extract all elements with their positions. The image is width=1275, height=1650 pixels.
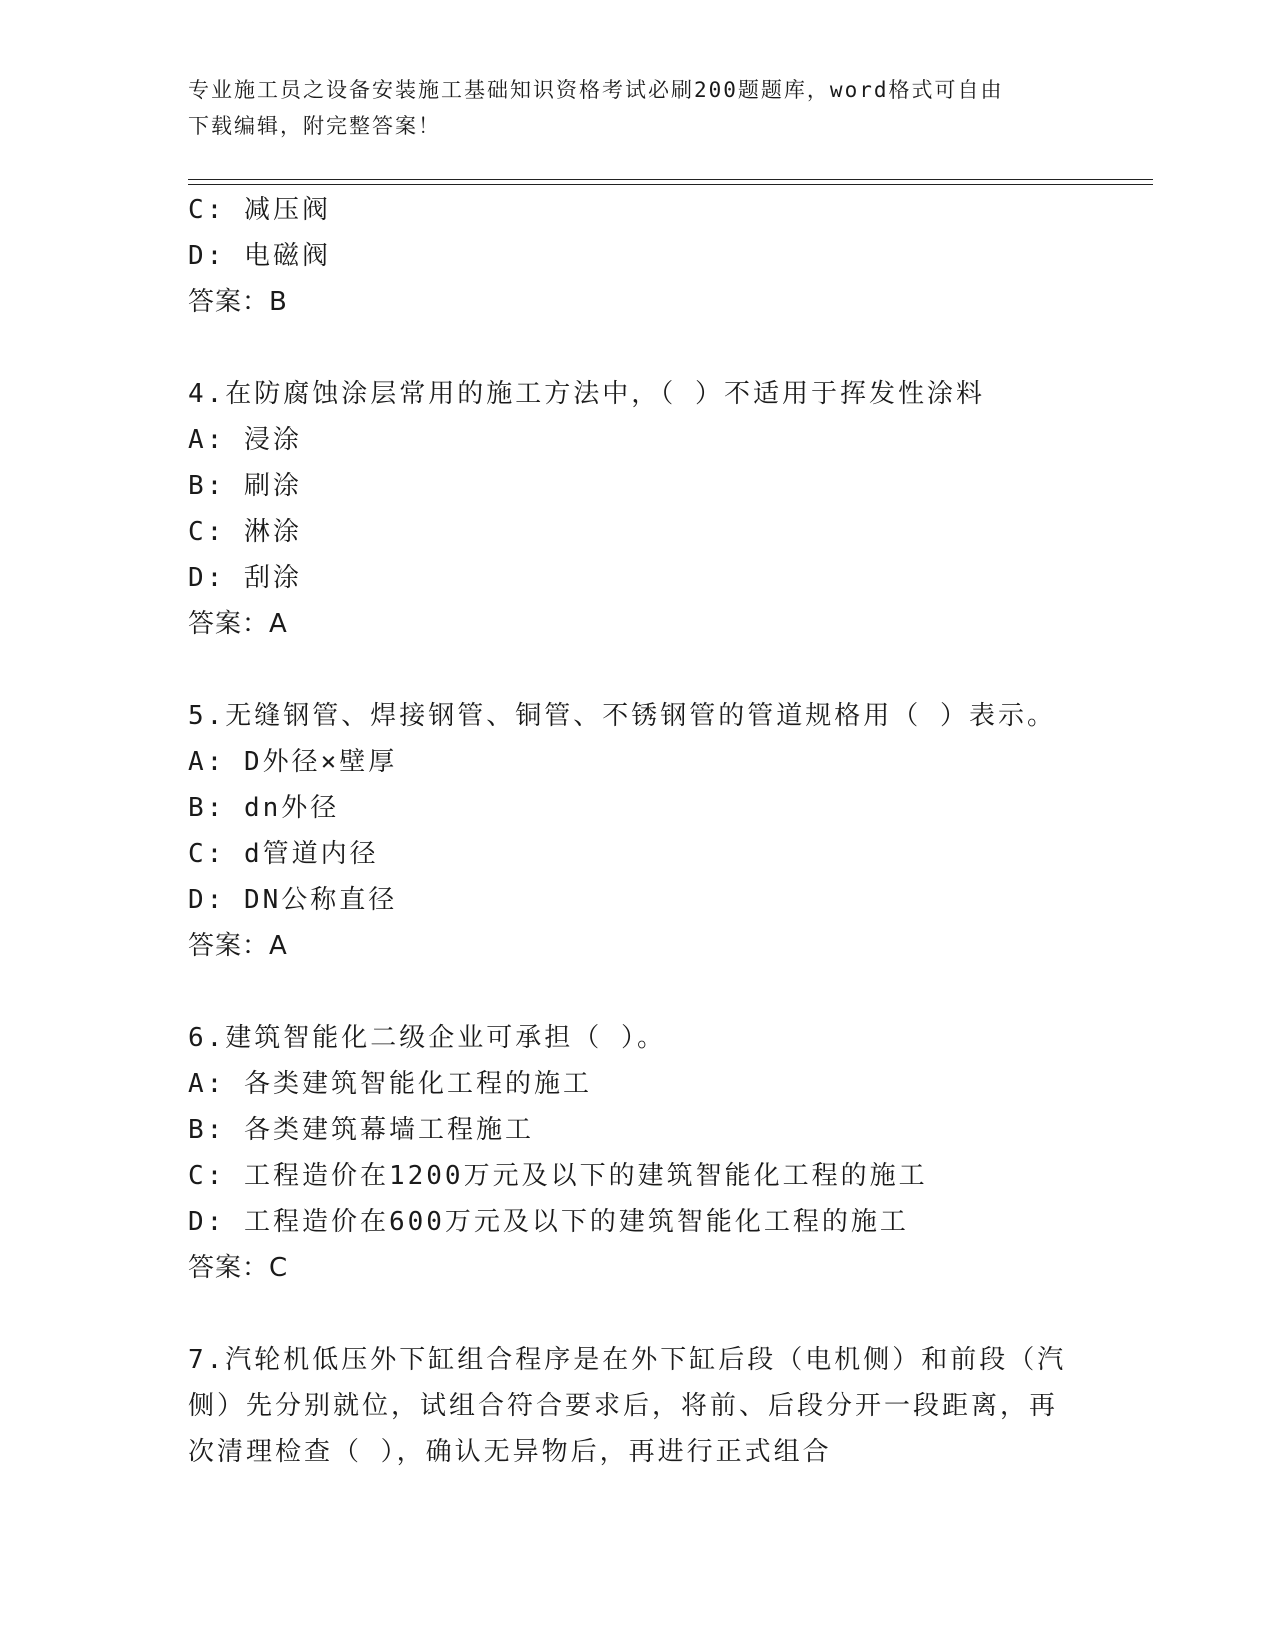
- q4-option-d: D: 刮涂: [188, 563, 302, 593]
- q6-option-a: A: 各类建筑智能化工程的施工: [188, 1069, 592, 1099]
- question-4: [188, 371, 1088, 647]
- header-divider-top: [188, 179, 1153, 180]
- q5-answer: 答案：A: [188, 931, 288, 961]
- q5-option-d: D: DN公称直径: [188, 885, 398, 915]
- q3-option-c: C: 减压阀: [188, 195, 331, 225]
- document-header: [188, 72, 1088, 144]
- q7-stem-line-3: 次清理检查（ ），确认无异物后，再进行正式组合: [188, 1437, 832, 1467]
- q7-stem-line-1: 7.汽轮机低压外下缸组合程序是在外下缸后段（电机侧）和前段（汽: [188, 1345, 1067, 1375]
- q4-option-c: C: 淋涂: [188, 517, 302, 547]
- header-line-2: 下载编辑，附完整答案！: [188, 114, 441, 138]
- q3-answer: 答案：B: [188, 287, 288, 317]
- q4-answer: 答案：A: [188, 609, 288, 639]
- question-7: [188, 1337, 1088, 1475]
- spacer: [188, 647, 1088, 693]
- question-3-tail: [188, 187, 1088, 325]
- q3-option-d: D: 电磁阀: [188, 241, 331, 271]
- q6-answer: 答案：C: [188, 1253, 289, 1283]
- question-5: [188, 693, 1088, 969]
- q5-option-b: B: dn外径: [188, 793, 340, 823]
- header-line-1: 专业施工员之设备安装施工基础知识资格考试必刷200题题库，word格式可自由: [188, 78, 1004, 102]
- q6-stem: 6.建筑智能化二级企业可承担（ ）。: [188, 1023, 666, 1053]
- question-6: [188, 1015, 1088, 1291]
- q4-option-b: B: 刷涂: [188, 471, 302, 501]
- q7-stem-line-2: 侧）先分别就位，试组合符合要求后，将前、后段分开一段距离，再: [188, 1391, 1059, 1421]
- spacer: [188, 1291, 1088, 1337]
- q5-option-c: C: d管道内径: [188, 839, 379, 869]
- q6-option-d: D: 工程造价在600万元及以下的建筑智能化工程的施工: [188, 1207, 909, 1237]
- question-list: [188, 187, 1088, 1475]
- q5-stem: 5.无缝钢管、焊接钢管、铜管、不锈钢管的管道规格用（ ）表示。: [188, 701, 1056, 731]
- spacer: [188, 969, 1088, 1015]
- q6-option-c: C: 工程造价在1200万元及以下的建筑智能化工程的施工: [188, 1161, 928, 1191]
- header-divider-bottom: [188, 184, 1153, 185]
- q4-option-a: A: 浸涂: [188, 425, 302, 455]
- spacer: [188, 325, 1088, 371]
- q5-option-a: A: D外径×壁厚: [188, 747, 398, 777]
- q6-option-b: B: 各类建筑幕墙工程施工: [188, 1115, 534, 1145]
- q4-stem: 4.在防腐蚀涂层常用的施工方法中，（ ）不适用于挥发性涂料: [188, 379, 985, 409]
